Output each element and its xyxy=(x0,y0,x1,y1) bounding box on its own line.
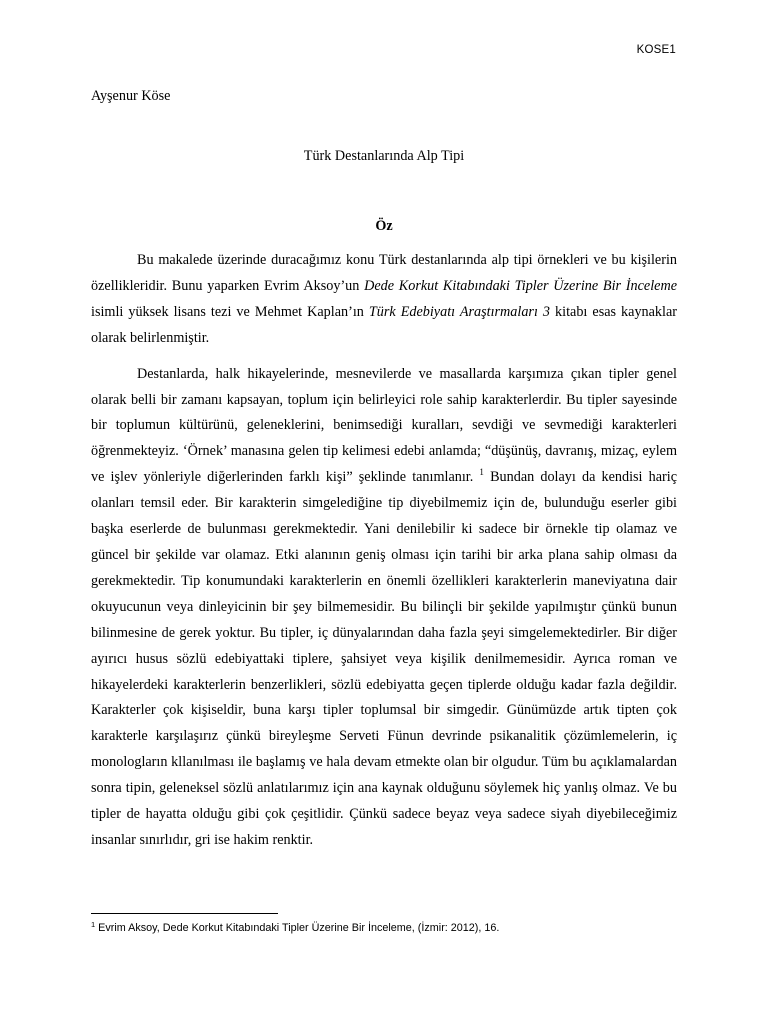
paragraph-2-text-b: Bundan dolayı da kendisi hariç olanları temsil eder. Bir karakterin simgelediğine tip diyebilmemiz için de, bulunduğu eserler gibi başka eserlerde de bulunması gerekmektedir. Yani denilebilir ki sadece bir örnekle tip olamaz ve güncel bir şekilde var olamaz. Etki alanının geniş olması için tarihi bir arka plana sahip olması da gerekmektedir. Tip konumundaki karakterlerin en önemli özellikleri karakterlerin maneviyatına dair okuyucunun veya dinleyicinin bir şey bilmemesidir. Bu bilinçli bir şekilde yapılmıştır çünkü bunun bilinmesine de gerek yoktur. Bu tipler, iç dünyalarından daha fazla şeyi simgelemektedirler. Bir diğer ayırıcı husus sözlü edebiyattaki tiplere, şahsiyet veya kişilik denilmemesidir. Ayrıca roman ve hikayelerdeki karakterlerin benzerlikleri, sözlü edebiyatta geçen tiplerde olduğu kadar fazla değildir. Karakterler çok kişiseldir, buna karşı tipler toplumsal bir simgedir. Günümüzde artık tipten çok karakterle karşılaşırız çünkü bireyleşme Serveti Fünun devrinde psikanalitik çözümlemelerin, iç monologların kllanılması ile başlamış ve hala devam etmekte olan bir olgudur. Tüm bu açıklamalardan sonra tipin, geleneksel sözlü anlatılarımız için ana kaynak olduğunu söylemek hiç yanlış olmaz. Ve bu tipler de hayatta olduğu gibi çok çeşitlidir. Çünkü sadece beyaz veya sadece siyah diyebileceğimiz insanlar sınırlıdır, gri ise hakim renktir. xyxy=(91,469,677,848)
paragraph-1-text-b: isimli yüksek lisans tezi ve Mehmet Kaplan’ın xyxy=(91,303,369,320)
footnote-separator xyxy=(91,913,278,914)
book-title-1: Dede Korkut Kitabındaki Tipler Üzerine Bir İnceleme xyxy=(364,277,677,294)
document-title: Türk Destanlarında Alp Tipi xyxy=(303,148,465,164)
author-name: Ayşenur Köse xyxy=(91,88,171,104)
paragraph-2 xyxy=(91,362,677,854)
body-text xyxy=(91,248,677,854)
paragraph-2-text-a: Destanlarda, halk hikayelerinde, mesnevilerde ve masallarda karşımıza çıkan tipler genel olarak belli bir zamanı kapsayan, toplum için belirleyici role sahip karakterlerdir. Bu tipler sayesinde bir toplumun kültürünü, geleneklerini, benimsediği kuralları, sevdiği ve sevmediği karakterleri öğrenmekteyiz. ‘Örnek’ manasına gelen tip kelimesi edebi anlamda; “düşünüş, davranış, mizaç, eylem ve işlev yönleriyle diğerlerinden farklı kişi” şeklinde tanımlanır. xyxy=(91,365,677,486)
footnote-number: 1 xyxy=(91,920,96,929)
paragraph-1-text-a: Bu makalede üzerinde duracağımız konu Türk destanlarında alp tipi örnekleri ve bu kişilerin özellikleridir. Bunu yaparken Evrim Aksoy’un xyxy=(91,252,677,294)
footnote-reference[interactable]: 1 xyxy=(479,467,484,478)
paragraph-1-text-c: kitabı esas kaynaklar olarak belirlenmiştir. xyxy=(91,303,677,346)
book-title-2: Türk Edebiyatı Araştırmaları 3 xyxy=(368,303,551,320)
abstract-heading: Öz xyxy=(375,218,393,234)
paragraph-1 xyxy=(91,248,677,352)
footnote-text: Evrim Aksoy, Dede Korkut Kitabındaki Tipler Üzerine Bir İnceleme, (İzmir: 2012), 16. xyxy=(95,922,500,934)
footnote xyxy=(91,922,499,934)
running-head: KOSE1 xyxy=(636,44,676,56)
